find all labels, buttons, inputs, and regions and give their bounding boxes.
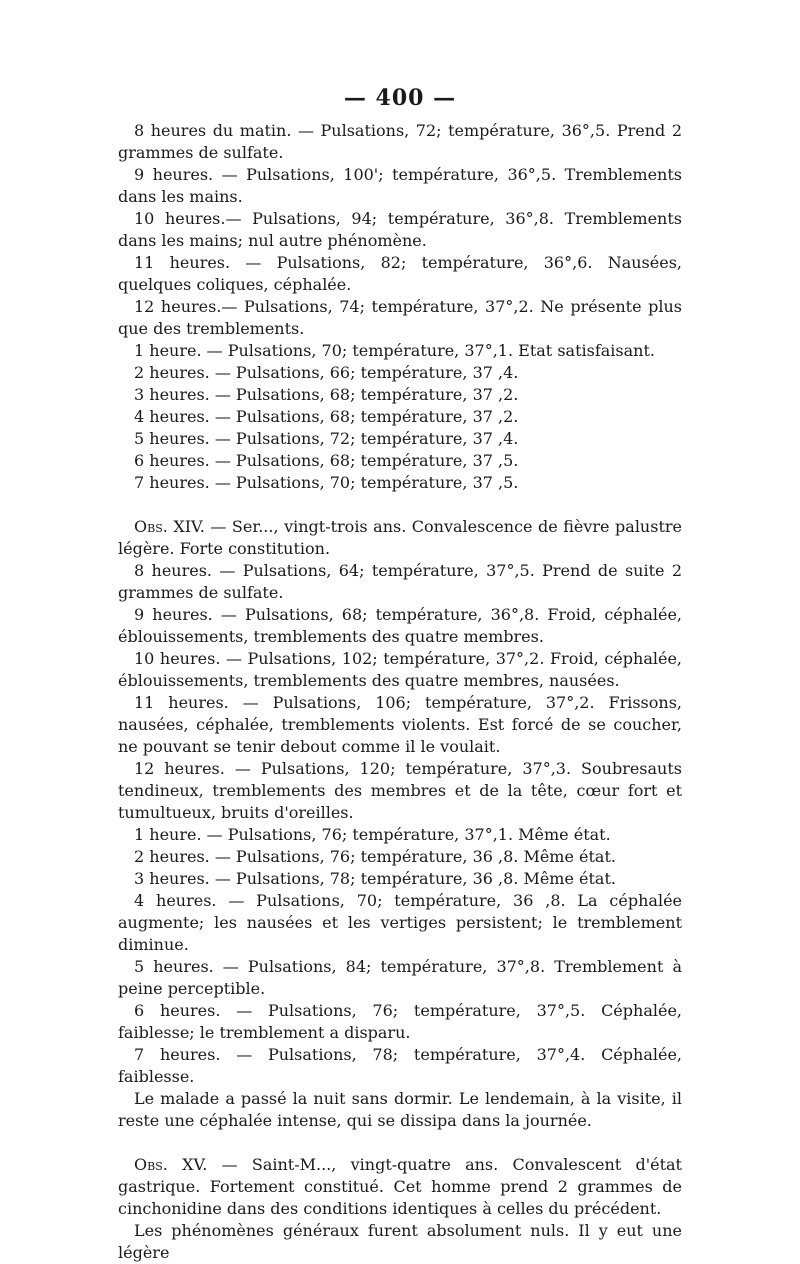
log-entry: 5 heures. — Pulsations, 84; température, 37°,8. Tremblement à peine perceptible. <box>118 957 682 998</box>
section-gap <box>118 494 682 516</box>
log-entry: 9 heures. — Pulsations, 68; température, 36°,8. Froid, céphalée, éblouissements, tremblements des quatre membres. <box>118 605 682 646</box>
log-entry: 8 heures du matin. — Pulsations, 72; température, 36°,5. Prend 2 grammes de sulfate. <box>118 121 682 162</box>
log-entry: 7 heures. — Pulsations, 78; température, 37°,4. Céphalée, faiblesse. <box>118 1045 682 1086</box>
log-entry: 10 heures.— Pulsations, 94; température, 36°,8. Tremblements dans les mains; nul autre phénomène. <box>118 209 682 250</box>
log-entry: 3 heures. — Pulsations, 78; température, 36 ,8. Même état. <box>134 869 616 888</box>
observation-description: — Ser..., vingt-trois ans. Convalescence de fièvre palustre légère. Forte constitution. <box>118 517 682 558</box>
log-entry: 5 heures. — Pulsations, 72; température, 37 ,4. <box>134 429 519 448</box>
observation-13-log <box>118 120 682 494</box>
log-entry: 7 heures. — Pulsations, 70; température, 37 ,5. <box>134 473 519 492</box>
log-entry: 4 heures. — Pulsations, 70; température, 36 ,8. La céphalée augmente; les nausées et les vertiges persistent; le tremblement diminue. <box>118 891 682 954</box>
observation-14-log <box>118 560 682 1132</box>
log-entry: 6 heures. — Pulsations, 76; température, 37°,5. Céphalée, faiblesse; le tremblement a disparu. <box>118 1001 682 1042</box>
observation-label: Obs. XIV. <box>134 517 205 536</box>
log-entry: Le malade a passé la nuit sans dormir. Le lendemain, à la visite, il reste une céphalée intense, qui se dissipa dans la journée. <box>118 1089 682 1130</box>
log-entry: 12 heures.— Pulsations, 74; température, 37°,2. Ne présente plus que des tremblements. <box>118 297 682 338</box>
observation-15-text: Les phénomènes généraux furent absolument nuls. Il y eut une légère <box>118 1221 682 1262</box>
log-entry: 2 heures. — Pulsations, 66; température, 37 ,4. <box>134 363 519 382</box>
log-entry: 1 heure. — Pulsations, 70; température, 37°,1. Etat satisfaisant. <box>134 341 655 360</box>
observation-14-header <box>118 516 682 560</box>
log-entry: 11 heures. — Pulsations, 82; température, 36°,6. Nausées, quelques coliques, céphalée. <box>118 253 682 294</box>
book-page <box>118 80 682 1264</box>
log-entry: 2 heures. — Pulsations, 76; température, 36 ,8. Même état. <box>134 847 616 866</box>
section-gap <box>118 1132 682 1154</box>
page-number: — 400 — <box>343 85 457 111</box>
observation-description: — Saint-M..., vingt-quatre ans. Convalescent d'état gastrique. Fortement constitué. Cet homme prend 2 grammes de cinchonidine dans des conditions identiques à celles du précédent. <box>118 1155 682 1218</box>
log-entry: 8 heures. — Pulsations, 64; température, 37°,5. Prend de suite 2 grammes de sulfate. <box>118 561 682 602</box>
log-entry: 10 heures. — Pulsations, 102; température, 37°,2. Froid, céphalée, éblouissements, tremblements des quatre membres, nausées. <box>118 649 682 690</box>
observation-15-header <box>118 1154 682 1220</box>
log-entry: 11 heures. — Pulsations, 106; température, 37°,2. Frissons, nausées, céphalée, tremblements violents. Est forcé de se coucher, ne pouvant se tenir debout comme il le voulait. <box>118 693 682 756</box>
log-entry: 3 heures. — Pulsations, 68; température, 37 ,2. <box>134 385 519 404</box>
log-entry: 1 heure. — Pulsations, 76; température, 37°,1. Même état. <box>134 825 611 844</box>
log-entry: 4 heures. — Pulsations, 68; température, 37 ,2. <box>134 407 519 426</box>
log-entry: 6 heures. — Pulsations, 68; température, 37 ,5. <box>134 451 519 470</box>
log-entry: 12 heures. — Pulsations, 120; température, 37°,3. Soubresauts tendineux, tremblements des membres et de la tête, cœur fort et tumultueux, bruits d'oreilles. <box>118 759 682 822</box>
observation-label: Obs. XV. <box>134 1155 208 1174</box>
log-entry: 9 heures. — Pulsations, 100'; température, 36°,5. Tremblements dans les mains. <box>118 165 682 206</box>
